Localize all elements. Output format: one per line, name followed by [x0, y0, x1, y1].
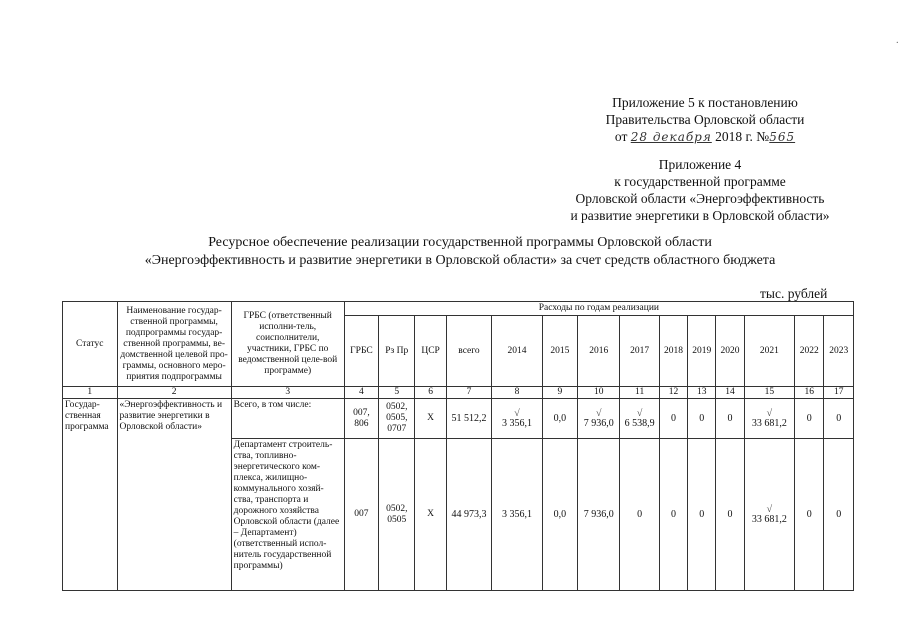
row-program-name: «Энергоэффективность и развитие энергетики в Орловской области» [117, 399, 231, 591]
column-number: 12 [659, 387, 687, 399]
year-value: 33 681,2 [751, 513, 787, 525]
header-year: 2015 [542, 316, 577, 387]
column-number: 7 [446, 387, 491, 399]
appendix-5-line2: Правительства Орловской области [605, 112, 805, 127]
header-year: 2023 [824, 316, 854, 387]
column-number: 1 [63, 387, 118, 399]
header-csr: ЦСР [415, 316, 446, 387]
appendix-4-line3: Орловской области «Энергоэффективность [575, 191, 825, 206]
table-row [63, 399, 854, 439]
column-number: 4 [344, 387, 378, 399]
row-year-value [492, 399, 543, 439]
header-year: 2018 [659, 316, 687, 387]
column-number: 15 [744, 387, 795, 399]
row-year-value: 0 [688, 439, 716, 591]
header-year: 2017 [620, 316, 659, 387]
year-value: 3 356,1 [501, 417, 532, 429]
year-value: 33 681,2 [751, 417, 787, 429]
header-grbs-executor: ГРБС (ответственный исполни-тель, соисполнители, участники, ГРБС по ведомственной целе-вой программе) [231, 302, 344, 387]
header-year: 2022 [795, 316, 824, 387]
row-year-value: 0 [620, 439, 659, 591]
row-year-value: 0 [795, 399, 824, 439]
units-label: тыс. рублей [760, 286, 828, 301]
header-year: 2020 [716, 316, 744, 387]
header-year: 2014 [492, 316, 543, 387]
column-number: 3 [231, 387, 344, 399]
column-number: 16 [795, 387, 824, 399]
year-value: 7 936,0 [583, 417, 614, 429]
row-year-value: 0,0 [542, 439, 577, 591]
column-number: 17 [824, 387, 854, 399]
column-number: 6 [415, 387, 446, 399]
row-year-value [578, 399, 620, 439]
header-year: 2019 [688, 316, 716, 387]
header-grbs: ГРБС [344, 316, 378, 387]
row-grbs: 007 [344, 439, 378, 591]
column-number: 13 [688, 387, 716, 399]
appendix-4-line2: к государственной программе [614, 174, 786, 189]
row-year-value: 0,0 [542, 399, 577, 439]
column-number: 11 [620, 387, 659, 399]
row-rzpr: 0502, 0505, 0707 [379, 399, 415, 439]
header-status: Статус [63, 302, 118, 387]
check-mark: √ [514, 407, 520, 419]
check-mark: √ [766, 407, 773, 419]
row-year-value: 3 356,1 [492, 439, 543, 591]
header-total: всего [446, 316, 491, 387]
header-rzpr: Рз Пр [379, 316, 415, 387]
check-mark: √ [595, 407, 602, 419]
column-number: 14 [716, 387, 744, 399]
row-executor: Департамент строитель-ства, топливно-энергетического ком-плекса, жилищно-коммунального хозяй-ства, транспорта и дорожного хозяйства Орловской области (далее – Департамент) (ответственный испол-нитель государственной программы) [231, 439, 344, 591]
column-number: 9 [542, 387, 577, 399]
row-total: 51 512,2 [446, 399, 491, 439]
title-line1: Ресурсное обеспечение реализации государственной программы Орловской области [208, 235, 712, 250]
handwritten-date: 28 декабря [630, 130, 712, 144]
row-csr: Х [415, 399, 446, 439]
check-mark: √ [636, 407, 643, 419]
appendix-4-line1: Приложение 4 [658, 157, 742, 172]
row-year-value [620, 399, 659, 439]
column-number-row [63, 387, 854, 399]
column-number: 10 [578, 387, 620, 399]
appendix-4-line4: и развитие энергетики в Орловской области» [570, 208, 830, 223]
row-year-value: 0 [795, 439, 824, 591]
row-status: Государ-ственная программа [63, 399, 118, 591]
header-year: 2021 [744, 316, 795, 387]
row-year-value: 0 [688, 399, 716, 439]
resource-table [62, 301, 854, 591]
handwritten-number: 565 [769, 130, 796, 144]
column-number: 5 [379, 387, 415, 399]
row-year-value: 7 936,0 [578, 439, 620, 591]
row-year-value: 0 [659, 399, 687, 439]
row-year-value [744, 399, 795, 439]
scan-speck: · [895, 38, 899, 49]
row-year-value: 0 [716, 399, 744, 439]
appendix-4-header [530, 156, 870, 224]
appendix-5-header [560, 94, 850, 146]
document-title [60, 234, 860, 270]
header-expenses: Расходы по годам реализации [344, 302, 853, 316]
row-year-value: 0 [716, 439, 744, 591]
row-rzpr: 0502, 0505 [379, 439, 415, 591]
row-total: 44 973,3 [446, 439, 491, 591]
row-year-value [744, 439, 795, 591]
appendix-5-line1: Приложение 5 к постановлению [612, 95, 798, 110]
row-executor: Всего, в том числе: [231, 399, 344, 439]
header-name: Наименование государ-ственной программы, подпрограммы государ-ственной программы, ве-домственной целевой про-граммы, основного меро-приятия подпрограммы [117, 302, 231, 387]
column-number: 8 [492, 387, 543, 399]
year-and-number-label: 2018 г. № [715, 129, 770, 144]
date-prefix: от [614, 129, 628, 144]
column-number: 2 [117, 387, 231, 399]
row-year-value: 0 [824, 399, 854, 439]
row-year-value: 0 [659, 439, 687, 591]
year-value: 6 538,9 [624, 417, 655, 429]
row-grbs: 007, 806 [344, 399, 378, 439]
row-csr: Х [415, 439, 446, 591]
header-year: 2016 [578, 316, 620, 387]
title-line2: «Энергоэффективность и развитие энергетики в Орловской области» за счет средств областного бюджета [144, 253, 776, 268]
row-year-value: 0 [824, 439, 854, 591]
check-mark: √ [766, 503, 773, 515]
appendix-5-line3 [560, 128, 850, 146]
